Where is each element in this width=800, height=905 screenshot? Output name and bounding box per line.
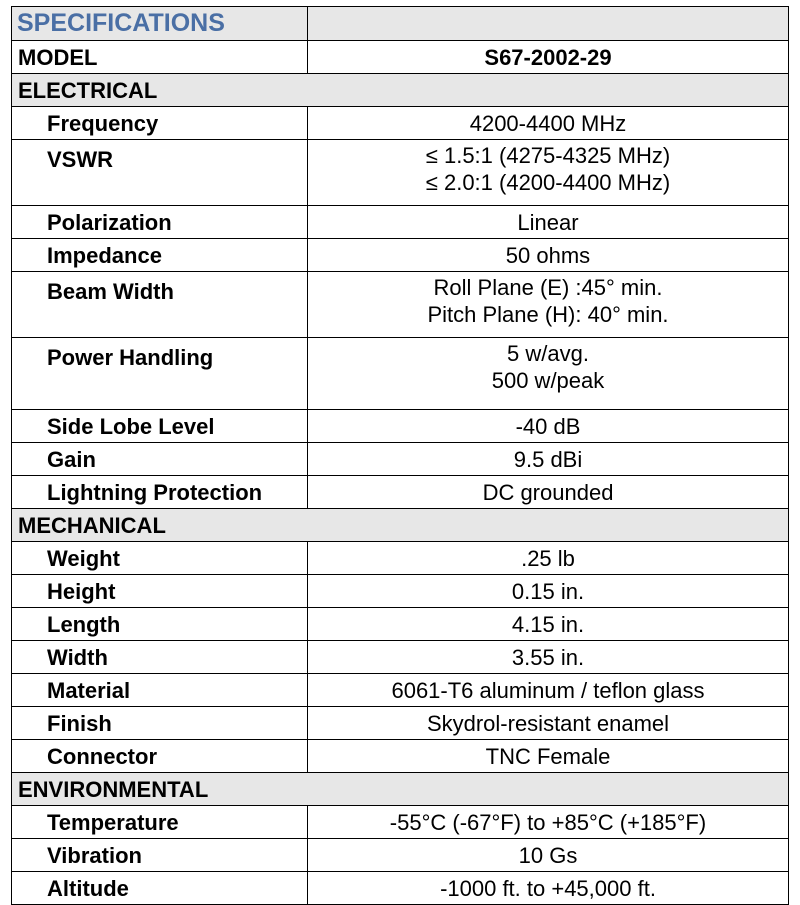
spec-value-line: 5 w/avg. (507, 341, 589, 366)
model-label: MODEL (12, 41, 308, 74)
spec-label: Lightning Protection (12, 476, 308, 509)
spec-value (308, 140, 789, 206)
title-row (12, 7, 789, 41)
spec-value: 4200-4400 MHz (308, 107, 789, 140)
section-heading: ELECTRICAL (12, 74, 789, 107)
spec-row (12, 272, 789, 338)
spec-row (12, 608, 789, 641)
spec-label: Weight (12, 542, 308, 575)
table-title: SPECIFICATIONS (12, 7, 308, 41)
section-electrical (12, 74, 789, 107)
spec-row (12, 239, 789, 272)
spec-label: Length (12, 608, 308, 641)
spec-value: 50 ohms (308, 239, 789, 272)
spec-value: TNC Female (308, 740, 789, 773)
section-heading: ENVIRONMENTAL (12, 773, 789, 806)
spec-value: 6061-T6 aluminum / teflon glass (308, 674, 789, 707)
spec-value: 9.5 dBi (308, 443, 789, 476)
section-environmental (12, 773, 789, 806)
spec-row (12, 107, 789, 140)
spec-row (12, 443, 789, 476)
spec-row (12, 410, 789, 443)
spec-value: -55°C (-67°F) to +85°C (+185°F) (308, 806, 789, 839)
spec-label: Vibration (12, 839, 308, 872)
spec-value: Linear (308, 206, 789, 239)
spec-label: Frequency (12, 107, 308, 140)
spec-row (12, 206, 789, 239)
spec-label: Power Handling (12, 338, 308, 410)
spec-label: Finish (12, 707, 308, 740)
spec-row (12, 839, 789, 872)
spec-row (12, 641, 789, 674)
spec-value: 4.15 in. (308, 608, 789, 641)
spec-row (12, 476, 789, 509)
spec-label: Altitude (12, 872, 308, 905)
spec-row (12, 674, 789, 707)
spec-value: 10 Gs (308, 839, 789, 872)
spec-label: Side Lobe Level (12, 410, 308, 443)
spec-value-line: ≤ 1.5:1 (4275-4325 MHz) (425, 143, 671, 168)
section-mechanical (12, 509, 789, 542)
spec-value-line: 500 w/peak (491, 368, 605, 393)
spec-label: Impedance (12, 239, 308, 272)
spec-row (12, 806, 789, 839)
spec-value (308, 338, 789, 410)
model-value: S67-2002-29 (308, 41, 789, 74)
spec-row (12, 575, 789, 608)
spec-label: Polarization (12, 206, 308, 239)
spec-label: Connector (12, 740, 308, 773)
title-spacer (308, 7, 789, 41)
spec-label: Material (12, 674, 308, 707)
spec-row (12, 872, 789, 905)
spec-value: DC grounded (308, 476, 789, 509)
spec-label: VSWR (12, 140, 308, 206)
spec-value-line: ≤ 2.0:1 (4200-4400 MHz) (425, 170, 671, 195)
spec-row (12, 140, 789, 206)
spec-value: 0.15 in. (308, 575, 789, 608)
spec-label: Beam Width (12, 272, 308, 338)
spec-value: -40 dB (308, 410, 789, 443)
spec-value: 3.55 in. (308, 641, 789, 674)
section-heading: MECHANICAL (12, 509, 789, 542)
spec-value: .25 lb (308, 542, 789, 575)
model-row (12, 41, 789, 74)
spec-row (12, 740, 789, 773)
specifications-table (11, 6, 789, 905)
spec-row (12, 707, 789, 740)
spec-value-line: Roll Plane (E) :45° min. (433, 275, 663, 300)
spec-value: Skydrol-resistant enamel (308, 707, 789, 740)
spec-label: Temperature (12, 806, 308, 839)
spec-value: -1000 ft. to +45,000 ft. (308, 872, 789, 905)
spec-row (12, 338, 789, 410)
spec-label: Height (12, 575, 308, 608)
spec-value-line: Pitch Plane (H): 40° min. (427, 302, 669, 327)
spec-label: Gain (12, 443, 308, 476)
spec-label: Width (12, 641, 308, 674)
spec-row (12, 542, 789, 575)
spec-value (308, 272, 789, 338)
